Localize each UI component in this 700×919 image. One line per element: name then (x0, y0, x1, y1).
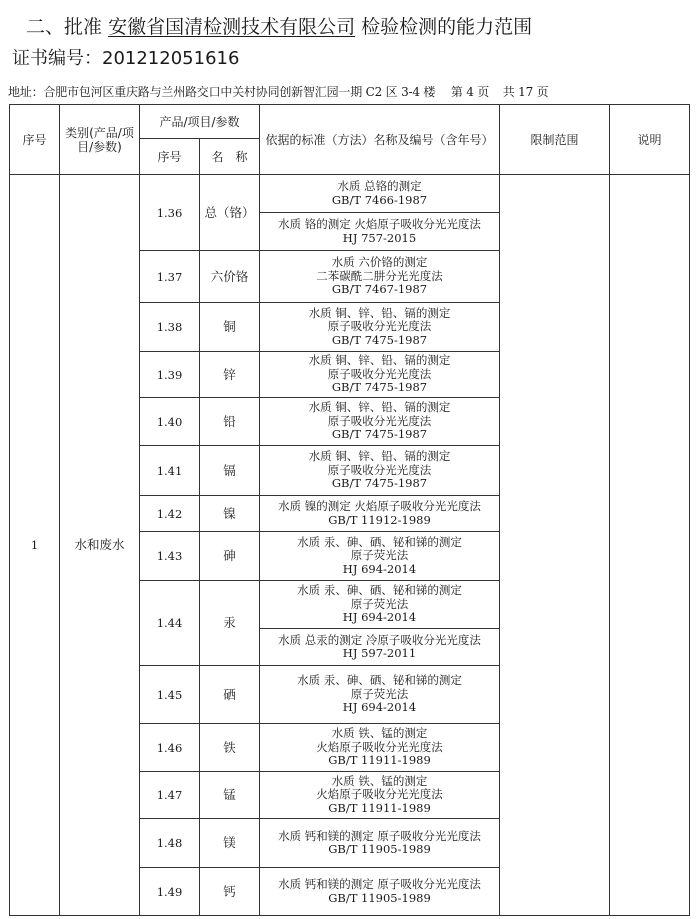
standard-cell (260, 213, 500, 251)
standard-line: 水质 汞、砷、硒、铋和锑的测定 (297, 534, 462, 549)
capability-table (9, 104, 690, 916)
title-suffix: 检验检测的能力范围 (361, 16, 533, 38)
header-remark: 说明 (610, 105, 690, 175)
item-name-cell: 汞 (200, 581, 260, 666)
page-current: 第 4 页 (450, 85, 490, 99)
item-name-cell: 钙 (200, 868, 260, 916)
standard-cell (260, 352, 500, 398)
item-number-cell: 1.45 (140, 666, 200, 724)
standard-line: 水质 总铬的测定 (337, 179, 422, 193)
standard-line: 水质 汞、砷、硒、铋和锑的测定 (297, 583, 462, 598)
table-row (10, 175, 690, 213)
item-number-cell: 1.48 (140, 819, 200, 868)
limit-cell (500, 175, 610, 916)
standard-line: 火焰原子吸收分光光度法 (316, 787, 443, 802)
standard-cell (260, 532, 500, 581)
item-number-cell: 1.47 (140, 772, 200, 819)
certificate-number: 201212051616 (102, 48, 240, 69)
item-number-cell: 1.44 (140, 581, 200, 666)
item-number-cell: 1.43 (140, 532, 200, 581)
item-number-cell: 1.49 (140, 868, 200, 916)
title-prefix: 二、批准 (26, 16, 103, 38)
item-name-cell: 铜 (200, 303, 260, 352)
document-title (26, 12, 532, 39)
group-category-cell: 水和废水 (60, 175, 140, 916)
item-number-cell: 1.38 (140, 303, 200, 352)
standard-cell (260, 868, 500, 916)
header-limit: 限制范围 (500, 105, 610, 175)
organization-name: 安徽省国清检测技术有限公司 (108, 16, 356, 38)
standard-cell (260, 772, 500, 819)
item-name-cell: 硒 (200, 666, 260, 724)
address-line (8, 83, 552, 100)
standard-line: 水质 钙和镁的测定 原子吸收分光光度法 (278, 877, 481, 891)
header-sub-seq: 序号 (140, 139, 200, 175)
standard-line: 水质 钙和镁的测定 原子吸收分光光度法 (278, 828, 481, 843)
item-name-cell: 砷 (200, 532, 260, 581)
standard-cell (260, 666, 500, 724)
address-text: 合肥市包河区重庆路与兰州路交口中关村协同创新智汇园一期 C2 区 3-4 楼 (43, 85, 436, 99)
item-name-cell: 铁 (200, 724, 260, 772)
standard-cell (260, 629, 500, 666)
item-name-cell: 锌 (200, 352, 260, 398)
standard-line: GB/T 7475-1987 (331, 380, 428, 395)
standard-line: 原子吸收分光光度法 (327, 319, 432, 334)
standard-line: 水质 铬的测定 火焰原子吸收分光光度法 (278, 217, 481, 231)
standard-cell (260, 819, 500, 868)
standard-line: GB/T 7475-1987 (331, 476, 428, 491)
standard-line: 原子荧光法 (350, 548, 409, 563)
standard-line: 水质 铜、锌、铅、镉的测定 (308, 353, 451, 368)
standard-line: 水质 汞、砷、硒、铋和锑的测定 (297, 673, 462, 688)
standard-line: 水质 铁、锰的测定 (331, 726, 428, 741)
header-seq: 序号 (10, 105, 60, 175)
standard-line: GB/T 7467-1987 (331, 282, 428, 297)
table-body (10, 175, 690, 916)
item-name-cell: 镉 (200, 446, 260, 496)
item-number-cell: 1.41 (140, 446, 200, 496)
standard-line: 水质 镍的测定 火焰原子吸收分光光度法 (278, 499, 481, 513)
certificate-label: 证书编号： (12, 48, 102, 69)
standard-line: 火焰原子吸收分光光度法 (316, 739, 443, 754)
standard-line: 原子吸收分光光度法 (327, 462, 432, 477)
standard-line: 原子荧光法 (350, 596, 409, 611)
remark-cell (610, 175, 690, 916)
standard-cell (260, 581, 500, 629)
item-name-cell: 铅 (200, 398, 260, 446)
page-total: 共 17 页 (502, 85, 549, 99)
standard-line: 原子荧光法 (350, 686, 409, 701)
standard-line: 水质 铜、锌、铅、镉的测定 (308, 305, 451, 320)
standard-line: GB/T 7466-1987 (331, 192, 428, 207)
header-standard: 依据的标准（方法）名称及编号（含年号） (260, 105, 500, 175)
standard-line: GB/T 11911-1989 (328, 800, 431, 815)
standard-line: HJ 694-2014 (342, 610, 417, 625)
standard-line: HJ 597-2011 (342, 646, 417, 660)
standard-cell (260, 446, 500, 496)
header-product-group: 产品/项目/参数 (140, 105, 260, 139)
standard-line: HJ 757-2015 (342, 230, 417, 245)
item-name-cell: 锰 (200, 772, 260, 819)
standard-cell (260, 724, 500, 772)
item-name-cell: 镍 (200, 496, 260, 532)
certificate-line (12, 44, 239, 70)
item-number-cell: 1.42 (140, 496, 200, 532)
standard-line: HJ 694-2014 (342, 700, 417, 715)
standard-cell (260, 251, 500, 303)
standard-line: 原子吸收分光光度法 (327, 366, 432, 381)
standard-line: GB/T 11912-1989 (328, 512, 431, 527)
standard-line: 原子吸收分光光度法 (327, 413, 432, 428)
address-label: 地址： (8, 85, 44, 99)
standard-line: 水质 铁、锰的测定 (331, 773, 428, 788)
item-name-cell: 总（铬） (200, 175, 260, 251)
standard-line: HJ 694-2014 (342, 561, 417, 576)
group-seq-cell: 1 (10, 175, 60, 916)
standard-line: GB/T 11905-1989 (328, 842, 431, 856)
standard-line: GB/T 7475-1987 (331, 427, 428, 442)
standard-cell (260, 496, 500, 532)
item-number-cell: 1.37 (140, 251, 200, 303)
item-name-cell: 六价铬 (200, 251, 260, 303)
standard-line: 水质 六价铬的测定 (331, 255, 428, 270)
standard-line: GB/T 7475-1987 (331, 332, 428, 347)
standard-line: GB/T 11911-1989 (328, 753, 431, 768)
item-number-cell: 1.39 (140, 352, 200, 398)
item-number-cell: 1.46 (140, 724, 200, 772)
item-name-cell: 镁 (200, 819, 260, 868)
item-number-cell: 1.36 (140, 175, 200, 251)
standard-cell (260, 175, 500, 213)
standard-line: 水质 总汞的测定 冷原子吸收分光光度法 (278, 632, 481, 647)
standard-line: 水质 铜、锌、铅、镉的测定 (308, 400, 451, 415)
item-number-cell: 1.40 (140, 398, 200, 446)
header-category: 类别(产品/项目/参数) (60, 105, 140, 175)
standard-cell (260, 398, 500, 446)
header-sub-name: 名 称 (200, 139, 260, 175)
standard-line: GB/T 11905-1989 (328, 890, 431, 905)
standard-line: 二苯碳酰二肼分光光度法 (316, 268, 443, 283)
standard-line: 水质 铜、锌、铅、镉的测定 (308, 449, 451, 464)
standard-cell (260, 303, 500, 352)
